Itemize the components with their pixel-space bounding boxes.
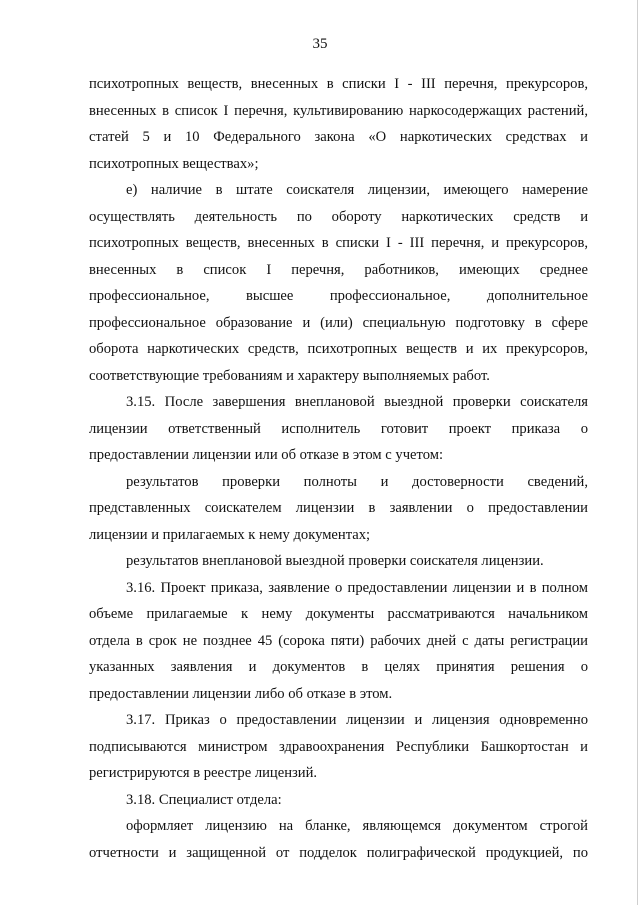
text-line: результатов внеплановой выездной проверки соискателя лицензии. — [126, 553, 544, 569]
text-line: отчетности и защищенной от подделок полиграфической продукцией, по — [89, 844, 588, 861]
text-line: профессиональное, высшее профессиональное, дополнительное — [89, 288, 588, 304]
page-number: 35 — [312, 36, 328, 52]
text-line: объеме прилагаемые к нему документы рассматриваются начальником — [89, 606, 588, 622]
text-line: подписываются министром здравоохранения Республики Башкортостан и — [89, 738, 588, 755]
text-line: результатов проверки полноты и достоверности сведений, — [126, 473, 588, 490]
text-line: лицензии ответственный исполнитель готовит проект приказа о — [89, 420, 588, 437]
text-line: внесенных в список I перечня, культивированию наркосодержащих растений, — [89, 102, 588, 119]
text-line: психотропных веществ, внесенных в списки I - III перечня, прекурсоров, — [89, 76, 588, 92]
page-edge — [637, 0, 638, 905]
text-line: отдела в срок не позднее 45 (сорока пяти) рабочих дней с даты регистрации — [89, 632, 588, 649]
text-line: 3.18. Специалист отдела: — [126, 791, 282, 808]
text-line: профессиональное образование и (или) специальную подготовку в сфере — [89, 314, 588, 331]
text-line: предоставлении лицензии или об отказе в этом с учетом: — [89, 447, 444, 463]
text-line: указанных заявления и документов в целях принятия решения о — [89, 659, 588, 675]
text-line: представленных соискателем лицензии в заявлении о предоставлении — [89, 500, 588, 516]
text-line: внесенных в список I перечня, работников, имеющих среднее — [89, 261, 588, 278]
text-line: 3.16. Проект приказа, заявление о предоставлении лицензии и в полном — [126, 579, 588, 596]
text-line: соответствующие требованиям и характеру выполняемых работ. — [89, 367, 490, 384]
text-line: е) наличие в штате соискателя лицензии, имеющего намерение — [126, 182, 588, 198]
text-line: 3.17. Приказ о предоставлении лицензии и лицензия одновременно — [126, 712, 588, 728]
text-line: статей 5 и 10 Федерального закона «О наркотических средствах и — [89, 129, 588, 145]
text-line: осуществлять деятельность по обороту наркотических средств и — [89, 208, 588, 225]
text-line: лицензии и прилагаемых к нему документах; — [89, 526, 371, 543]
text-line: предоставлении лицензии либо об отказе в этом. — [89, 685, 393, 702]
text-line: психотропных веществах»; — [89, 155, 259, 172]
text-line: оформляет лицензию на бланке, являющемся документом строгой — [126, 818, 588, 834]
text-line: оборота наркотических средств, психотропных веществ и их прекурсоров, — [89, 341, 588, 357]
document-body — [89, 71, 588, 866]
text-line: регистрируются в реестре лицензий. — [89, 765, 318, 781]
text-line: психотропных веществ, внесенных в списки I - III перечня, и прекурсоров, — [89, 235, 588, 251]
text-line: 3.15. После завершения внеплановой выездной проверки соискателя — [126, 394, 588, 410]
